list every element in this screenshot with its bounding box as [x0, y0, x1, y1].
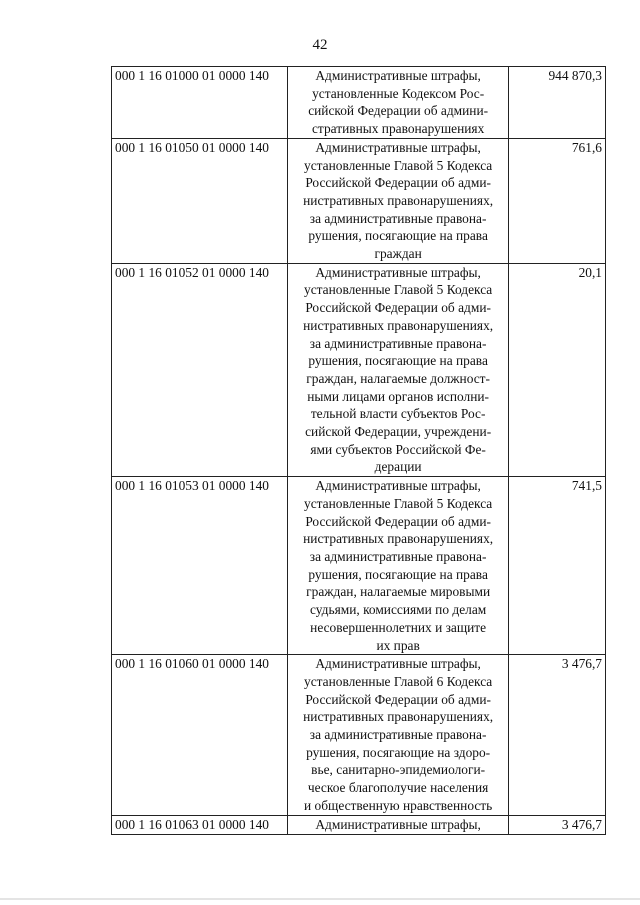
amount-cell: 944 870,3 — [509, 67, 606, 139]
table-row — [112, 263, 606, 476]
description-cell: Административные штрафы, установленные Главой 5 Кодекса Российской Федерации об адми- нистративных правонарушениях, за административные правона- рушения, посягающие на права граждан — [287, 138, 509, 263]
description-cell: Административные штрафы, — [287, 815, 509, 834]
budget-code-cell: 000 1 16 01060 01 0000 140 — [112, 655, 288, 815]
budget-code-cell: 000 1 16 01050 01 0000 140 — [112, 138, 288, 263]
description-cell: Административные штрафы, установленные Главой 6 Кодекса Российской Федерации об адми- нистративных правонарушениях, за административные правона- рушения, посягающие на здоро- вье, санитарно-эпидемиологи- ческое благополучие населения и общественную нравственность — [287, 655, 509, 815]
budget-code-cell: 000 1 16 01063 01 0000 140 — [112, 815, 288, 834]
amount-cell: 20,1 — [509, 263, 606, 476]
amount-cell: 3 476,7 — [509, 815, 606, 834]
budget-code-cell: 000 1 16 01053 01 0000 140 — [112, 477, 288, 655]
budget-code-cell: 000 1 16 01000 01 0000 140 — [112, 67, 288, 139]
table-row — [112, 477, 606, 655]
page-number: 42 — [312, 37, 328, 53]
amount-cell: 741,5 — [509, 477, 606, 655]
description-cell: Административные штрафы, установленные Кодексом Рос- сийской Федерации об админи- стративных правонарушениях — [287, 67, 509, 139]
description-cell: Административные штрафы, установленные Главой 5 Кодекса Российской Федерации об адми- нистративных правонарушениях, за административные правона- рушения, посягающие на права граждан, налагаемые должност- ными лицами органов исполни- тельной власти субъектов Рос- сийской Федерации, учреждени- ями субъектов Российской Фе- дерации — [287, 263, 509, 476]
table-row — [112, 815, 606, 834]
budget-code-cell: 000 1 16 01052 01 0000 140 — [112, 263, 288, 476]
scan-bottom-edge — [0, 898, 640, 900]
amount-cell: 3 476,7 — [509, 655, 606, 815]
table-row — [112, 67, 606, 139]
table-row — [112, 655, 606, 815]
table-row — [112, 138, 606, 263]
amount-cell: 761,6 — [509, 138, 606, 263]
budget-table — [111, 66, 606, 835]
description-cell: Административные штрафы, установленные Главой 5 Кодекса Российской Федерации об адми- нистративных правонарушениях, за административные правона- рушения, посягающие на права граждан, налагаемые мировыми судьями, комиссиями по делам несовершеннолетних и защите их прав — [287, 477, 509, 655]
